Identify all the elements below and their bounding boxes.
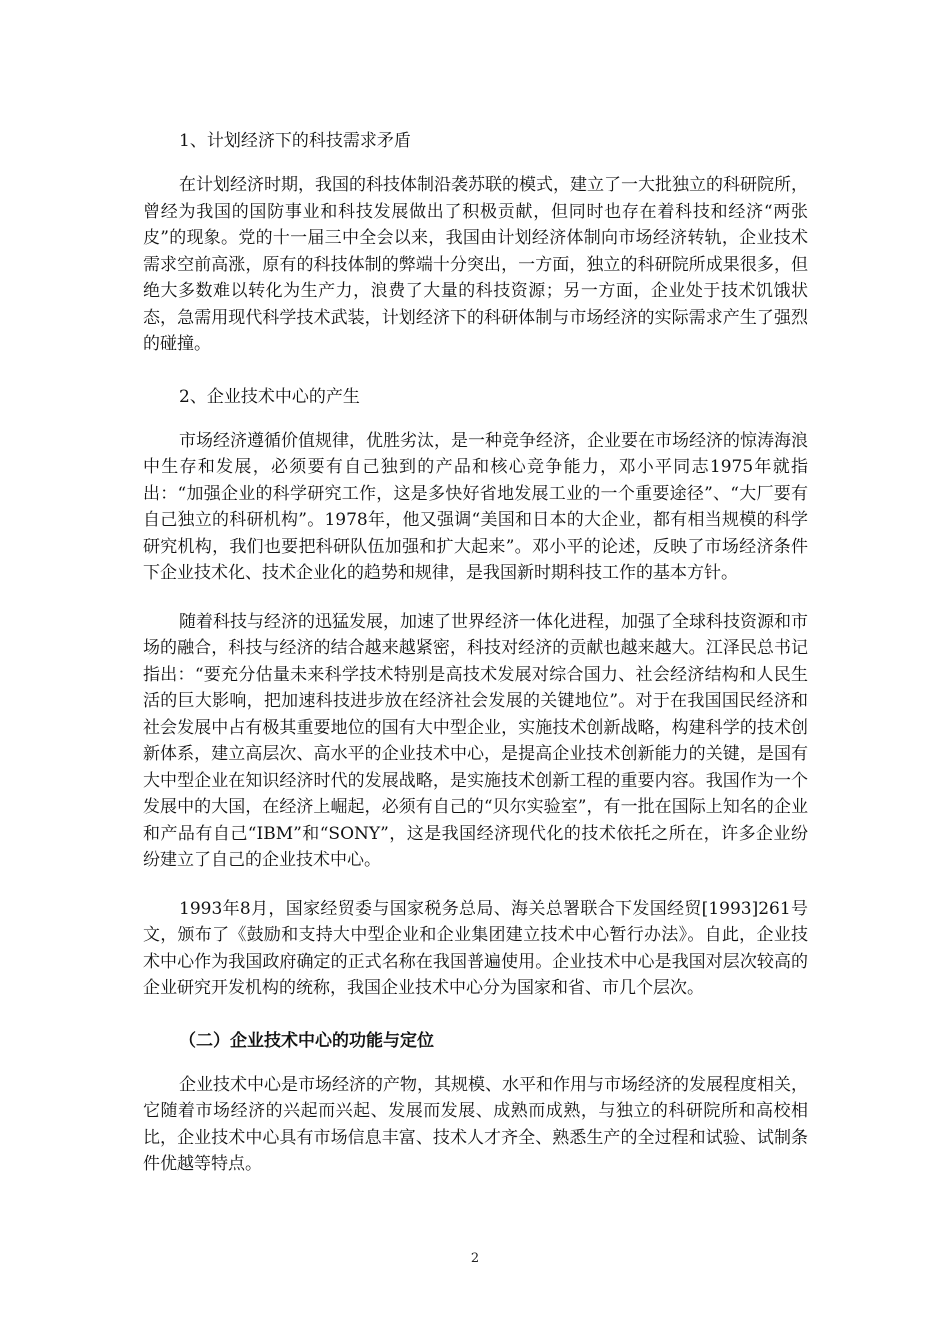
paragraph-4: 1993年8月，国家经贸委与国家税务总局、海关总署联合下发国经贸[1993]261号文，颁布了《鼓励和支持大中型企业和企业集团建立技术中心暂行办法》。自此，企业技术中心作为我国政府确定的正式名称在我国普遍使用。企业技术中心是我国对层次较高的企业研究开发机构的统称，我国企业技术中心分为国家和省、市几个层次。 — [143, 898, 808, 998]
section-heading-3: （二）企业技术中心的功能与定位 — [179, 1030, 434, 1051]
paragraph-5: 企业技术中心是市场经济的产物，其规模、水平和作用与市场经济的发展程度相关，它随着市场经济的兴起而兴起、发展而发展、成熟而成熟，与独立的科研院所和高校相比，企业技术中心具有市场信息丰富、技术人才齐全、熟悉生产的全过程和试验、试制条件优越等特点。 — [143, 1074, 808, 1174]
section-heading-1: 1、计划经济下的科技需求矛盾 — [179, 131, 411, 151]
document-body — [143, 112, 808, 1200]
paragraph-1: 在计划经济时期，我国的科技体制沿袭苏联的模式，建立了一大批独立的科研院所，曾经为我国的国防事业和科技发展做出了积极贡献，但同时也存在着科技和经济“两张皮”的现象。党的十一届三中全会以来，我国由计划经济体制向市场经济转轨，企业技术需求空前高涨，原有的科技体制的弊端十分突出，一方面，独立的科研院所成果很多，但绝大多数难以转化为生产力，浪费了大量的科技资源；另一方面，企业处于技术饥饿状态，急需用现代科学技术武装，计划经济下的科研体制与市场经济的实际需求产生了强烈的碰撞。 — [143, 175, 808, 354]
paragraph-3: 随着科技与经济的迅猛发展，加速了世界经济一体化进程，加强了全球科技资源和市场的融合，科技与经济的结合越来越紧密，科技对经济的贡献也越来越大。江泽民总书记指出：“要充分估量未来科学技术特别是高技术发展对综合国力、社会经济结构和人民生活的巨大影响，把加速科技进步放在经济社会发展的关键地位”。对于在我国国民经济和社会发展中占有极其重要地位的国有大中型企业，实施技术创新战略，构建科学的技术创新体系，建立高层次、高水平的企业技术中心，是提高企业技术创新能力的关键，是国有大中型企业在知识经济时代的发展战略，是实施技术创新工程的重要内容。我国作为一个发展中的大国，在经济上崛起，必须有自己的“贝尔实验室”，有一批在国际上知名的企业和产品有自己“IBM”和“SONY”，这是我国经济现代化的技术依托之所在，许多企业纷纷建立了自己的企业技术中心。 — [143, 611, 808, 870]
page-number: 2 — [470, 1251, 480, 1266]
section-heading-2: 2、企业技术中心的产生 — [179, 386, 360, 407]
paragraph-2: 市场经济遵循价值规律，优胜劣汰，是一种竞争经济，企业要在市场经济的惊涛海浪中生存和发展，必须要有自己独到的产品和核心竞争能力，邓小平同志1975年就指出：“加强企业的科学研究工作，这是多快好省地发展工业的一个重要途径”、“大厂要有自己独立的科研机构”。1978年，他又强调“美国和日本的大企业，都有相当规模的科学研究机构，我们也要把科研队伍加强和扩大起来”。邓小平的论述，反映了市场经济条件下企业技术化、技术企业化的趋势和规律，是我国新时期科技工作的基本方针。 — [143, 430, 808, 583]
